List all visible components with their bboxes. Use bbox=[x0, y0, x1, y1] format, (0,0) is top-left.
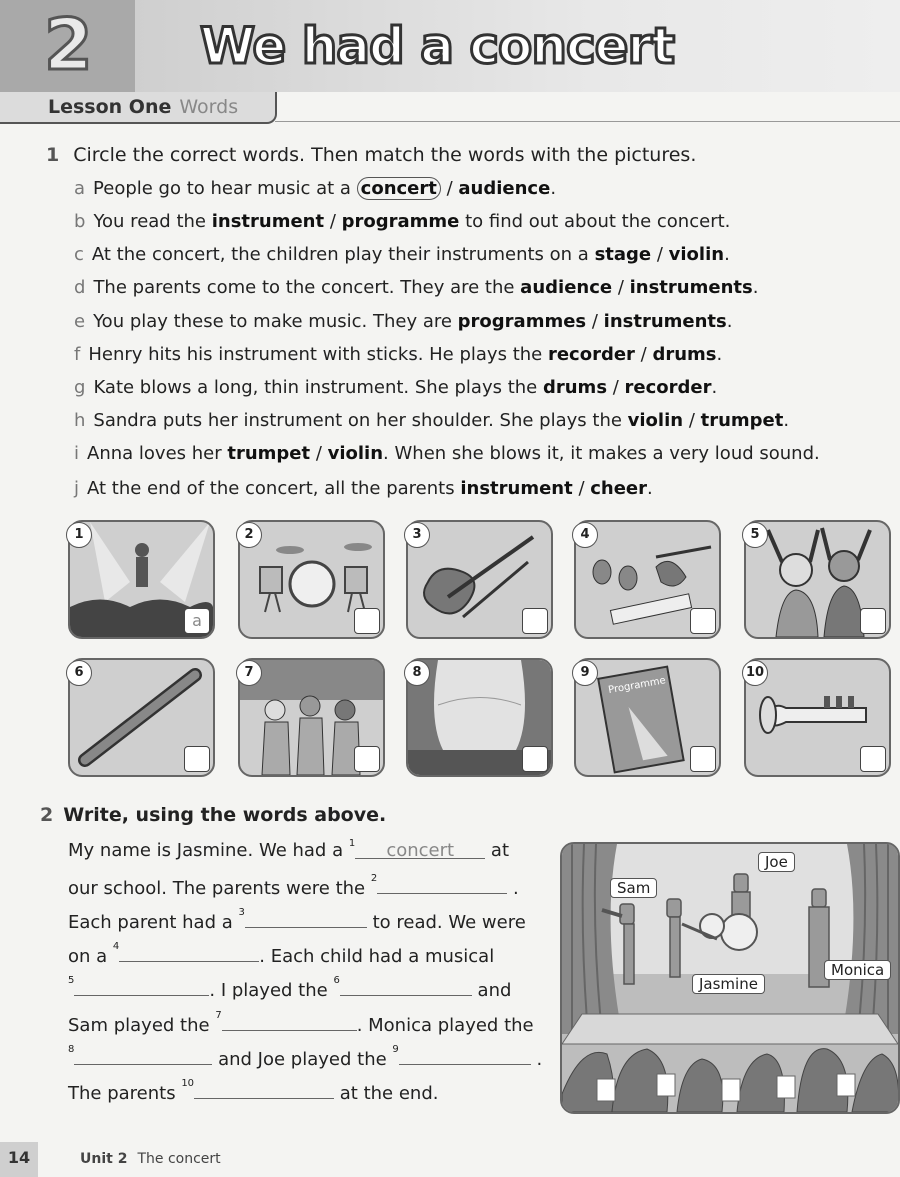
sentence-e bbox=[74, 311, 732, 332]
word-option[interactable]: recorder bbox=[624, 377, 712, 398]
item-letter: h bbox=[74, 410, 86, 431]
option-separator: / bbox=[586, 311, 604, 332]
exercise-2-instruction bbox=[40, 804, 386, 826]
item-text: to find out about the concert. bbox=[459, 211, 731, 232]
line-text: our school. The parents were the bbox=[68, 878, 371, 899]
gap-number: 8 bbox=[68, 1044, 75, 1055]
gapfill-line-5 bbox=[68, 977, 511, 1001]
option-separator: / bbox=[440, 178, 459, 199]
item-text: . bbox=[752, 277, 759, 298]
word-option[interactable]: audience bbox=[458, 178, 551, 199]
option-separator: / bbox=[634, 344, 653, 365]
gap-number: 9 bbox=[392, 1044, 399, 1055]
exercise-1-instruction bbox=[46, 144, 696, 166]
word-option[interactable]: trumpet bbox=[227, 443, 311, 464]
page-number: 14 bbox=[0, 1142, 38, 1177]
line-text: . I played the bbox=[209, 980, 334, 1001]
sentence-h bbox=[74, 410, 789, 431]
answer-blank[interactable] bbox=[399, 1046, 531, 1065]
gapfill-line-3 bbox=[68, 909, 526, 933]
sentence-c bbox=[74, 244, 730, 265]
item-letter: a bbox=[74, 178, 86, 199]
sentence-g bbox=[74, 377, 717, 398]
label-joe: Joe bbox=[758, 852, 795, 872]
sentence-a bbox=[74, 178, 556, 199]
gap-number: 6 bbox=[333, 975, 340, 986]
gap-number: 4 bbox=[112, 941, 120, 952]
answer-box[interactable] bbox=[184, 746, 210, 772]
word-option[interactable]: instruments bbox=[603, 311, 727, 332]
word-option[interactable]: trumpet bbox=[700, 410, 784, 431]
unit-number: 2 bbox=[44, 4, 93, 86]
line-text: . bbox=[530, 1049, 543, 1070]
item-text: . bbox=[724, 244, 730, 265]
picture-number-badge: 5 bbox=[742, 522, 768, 548]
item-text: . bbox=[783, 410, 790, 431]
gapfill-line-7 bbox=[68, 1046, 542, 1070]
word-option[interactable]: instrument bbox=[460, 478, 573, 499]
picture-number-badge: 4 bbox=[572, 522, 598, 548]
option-separator: / bbox=[651, 244, 669, 265]
word-option[interactable]: instrument bbox=[211, 211, 325, 232]
picture-number-badge: 9 bbox=[572, 660, 598, 686]
footer-unit: Unit 2 bbox=[80, 1151, 128, 1167]
word-option[interactable]: stage bbox=[594, 244, 652, 265]
answer-box[interactable] bbox=[690, 608, 716, 634]
gap-number: 5 bbox=[68, 975, 75, 986]
item-letter: i bbox=[74, 443, 80, 464]
line-text: at bbox=[485, 840, 510, 861]
item-text: . bbox=[550, 178, 557, 199]
item-text: At the concert, the children play their instruments on a bbox=[91, 244, 595, 265]
answer-blank[interactable] bbox=[74, 977, 209, 996]
option-separator: / bbox=[324, 211, 342, 232]
picture-number-badge: 7 bbox=[236, 660, 262, 686]
item-text: . bbox=[711, 377, 718, 398]
label-jasmine: Jasmine bbox=[692, 974, 765, 994]
item-text: . bbox=[647, 478, 653, 499]
concert-scene-illustration bbox=[560, 842, 900, 1114]
lesson-divider bbox=[275, 121, 900, 122]
item-text: People go to hear music at a bbox=[93, 178, 357, 199]
sentence-i bbox=[74, 443, 820, 464]
line-text: The parents bbox=[68, 1083, 182, 1104]
gapfill-line-1 bbox=[68, 840, 509, 861]
picture-number-badge: 10 bbox=[742, 660, 768, 686]
item-letter: j bbox=[74, 478, 80, 499]
gapfill-line-8 bbox=[68, 1080, 438, 1104]
item-text: Sandra puts her instrument on her shoulder. She plays the bbox=[93, 410, 628, 431]
option-separator: / bbox=[572, 478, 591, 499]
footer-text bbox=[80, 1151, 221, 1167]
line-text: and bbox=[471, 980, 512, 1001]
item-text: . bbox=[726, 311, 733, 332]
answer-box[interactable]: a bbox=[184, 608, 210, 634]
word-option[interactable]: programme bbox=[341, 211, 460, 232]
line-text: . Monica played the bbox=[356, 1015, 534, 1036]
gap-number: 7 bbox=[215, 1010, 222, 1021]
page-title: We had a concert bbox=[200, 17, 675, 75]
gap-number: 1 bbox=[348, 838, 356, 849]
line-text: My name is Jasmine. We had a bbox=[68, 840, 349, 861]
gap-number: 2 bbox=[370, 873, 378, 884]
item-text: You play these to make music. They are bbox=[93, 311, 458, 332]
item-text: . bbox=[716, 344, 723, 365]
word-option[interactable]: violin bbox=[627, 410, 684, 431]
label-monica: Monica bbox=[824, 960, 891, 980]
item-text: You read the bbox=[93, 211, 212, 232]
line-text: on a bbox=[68, 946, 113, 967]
word-option[interactable]: drums bbox=[652, 344, 717, 365]
option-separator: / bbox=[607, 377, 625, 398]
answer-box[interactable] bbox=[522, 608, 548, 634]
word-option[interactable]: drums bbox=[542, 377, 608, 398]
sentence-j bbox=[74, 478, 653, 499]
line-text: . Each child had a musical bbox=[259, 946, 495, 967]
word-option[interactable]: instruments bbox=[629, 277, 753, 298]
answer-box[interactable] bbox=[860, 746, 886, 772]
answer-blank[interactable] bbox=[222, 1012, 357, 1031]
word-option[interactable]: programmes bbox=[457, 311, 587, 332]
line-text: and Joe played the bbox=[212, 1049, 393, 1070]
word-option[interactable]: recorder bbox=[547, 344, 635, 365]
answer-blank[interactable] bbox=[74, 1046, 212, 1065]
answer-box[interactable] bbox=[354, 608, 380, 634]
item-letter: g bbox=[74, 377, 86, 398]
answer-blank[interactable] bbox=[119, 943, 259, 962]
picture-number-badge: 8 bbox=[404, 660, 430, 686]
lesson-sub: Words bbox=[179, 96, 239, 118]
exercise-2-text: Write, using the words above. bbox=[63, 804, 387, 826]
line-text: Each parent had a bbox=[68, 912, 239, 933]
answer-blank[interactable] bbox=[245, 909, 367, 928]
answer-box[interactable] bbox=[522, 746, 548, 772]
item-text: Henry hits his instrument with sticks. He plays the bbox=[88, 344, 548, 365]
picture-number-badge: 6 bbox=[66, 660, 92, 686]
exercise-1-text: Circle the correct words. Then match the words with the pictures. bbox=[73, 144, 697, 166]
item-letter: d bbox=[74, 277, 86, 298]
gap-number: 10 bbox=[181, 1078, 195, 1089]
item-text: The parents come to the concert. They are the bbox=[93, 277, 521, 298]
item-letter: c bbox=[74, 244, 84, 265]
gap-number: 3 bbox=[238, 907, 245, 918]
word-option[interactable]: audience bbox=[520, 277, 613, 298]
answer-blank[interactable] bbox=[340, 977, 472, 996]
item-text: Anna loves her bbox=[87, 443, 228, 464]
answer-blank[interactable] bbox=[377, 875, 507, 894]
lesson-heading bbox=[48, 96, 238, 118]
item-letter: f bbox=[74, 344, 81, 365]
item-letter: e bbox=[74, 311, 86, 332]
sentence-f bbox=[74, 344, 722, 365]
line-text: at the end. bbox=[334, 1083, 439, 1104]
picture-number-badge: 2 bbox=[236, 522, 262, 548]
option-separator: / bbox=[612, 277, 630, 298]
lesson-label: Lesson One bbox=[48, 96, 172, 118]
word-option[interactable]: violin bbox=[668, 244, 725, 265]
item-text: Kate blows a long, thin instrument. She plays the bbox=[93, 377, 543, 398]
exercise-1-number: 1 bbox=[46, 144, 60, 166]
answer-blank[interactable] bbox=[194, 1080, 334, 1099]
footer-topic: The concert bbox=[137, 1151, 221, 1167]
answer-box[interactable] bbox=[860, 608, 886, 634]
label-sam: Sam bbox=[610, 878, 657, 898]
item-letter: b bbox=[74, 211, 86, 232]
answer-box[interactable] bbox=[354, 746, 380, 772]
item-text: . When she blows it, it makes a very loud sound. bbox=[383, 443, 820, 464]
line-text: Sam played the bbox=[68, 1015, 216, 1036]
exercise-2-number: 2 bbox=[40, 804, 54, 826]
line-text: to read. We were bbox=[366, 912, 526, 933]
word-option[interactable]: concert bbox=[357, 177, 441, 200]
gapfill-line-6 bbox=[68, 1012, 534, 1036]
option-separator: / bbox=[310, 443, 328, 464]
item-text: At the end of the concert, all the parents bbox=[87, 478, 461, 499]
answer-box[interactable] bbox=[690, 746, 716, 772]
picture-number-badge: 1 bbox=[66, 522, 92, 548]
sentence-d bbox=[74, 277, 758, 298]
gapfill-line-2 bbox=[68, 875, 519, 899]
gapfill-line-4 bbox=[68, 943, 494, 967]
line-text: . bbox=[507, 878, 519, 899]
answer-blank[interactable]: concert bbox=[355, 840, 485, 859]
picture-number-badge: 3 bbox=[404, 522, 430, 548]
word-option[interactable]: cheer bbox=[590, 478, 648, 499]
word-option[interactable]: violin bbox=[327, 443, 384, 464]
sentence-b bbox=[74, 211, 730, 232]
option-separator: / bbox=[683, 410, 701, 431]
svg-text:Programme: Programme bbox=[607, 675, 667, 697]
